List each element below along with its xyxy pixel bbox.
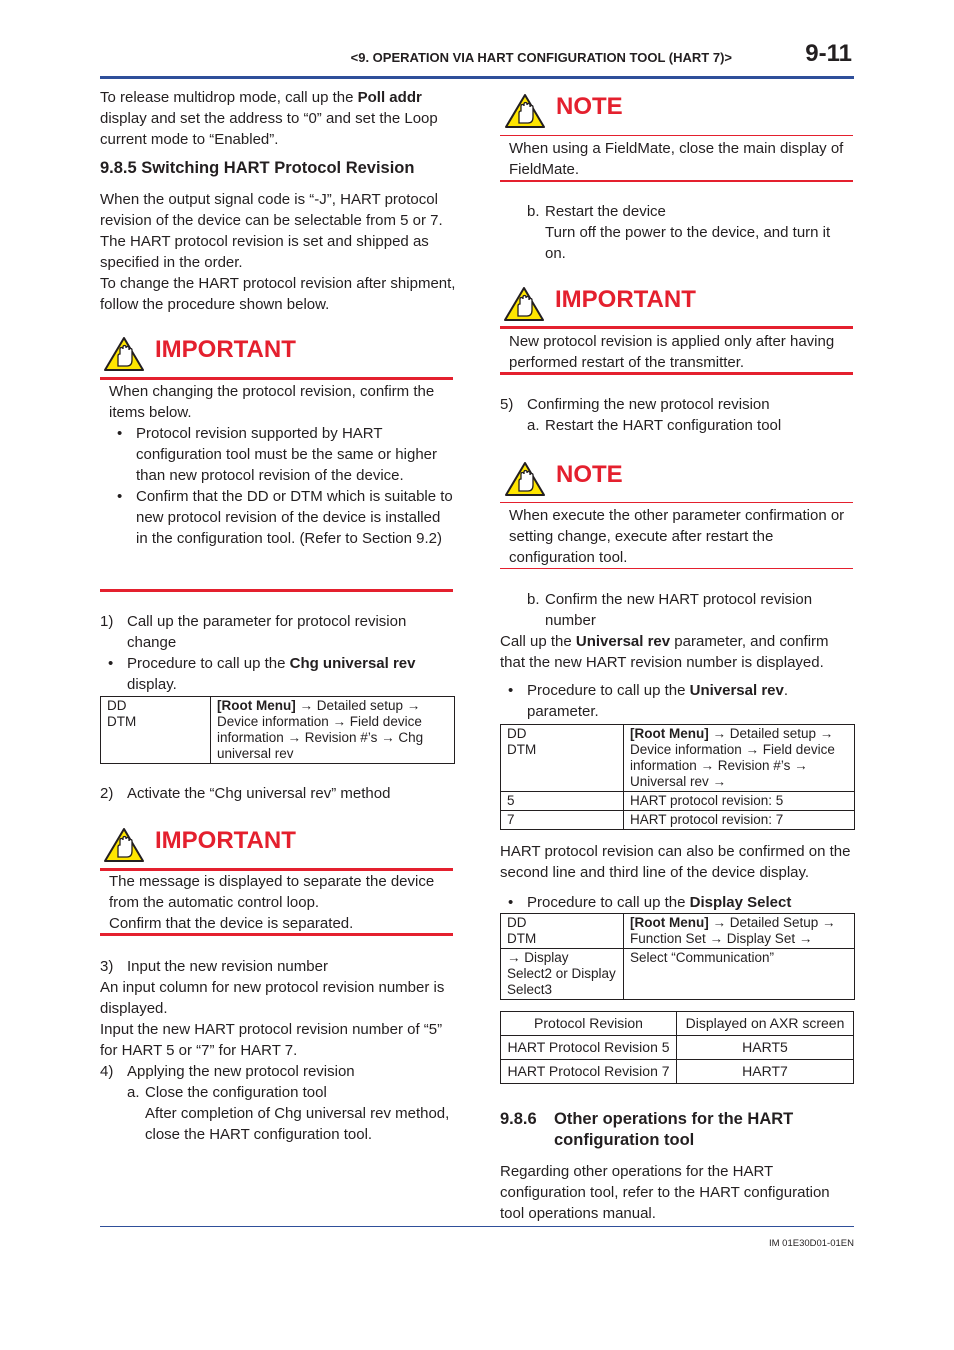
footer-rule: [100, 1226, 854, 1227]
list-item: • Protocol revision supported by HART configuration tool must be the same or higher than new protocol revision of the device.: [109, 423, 453, 486]
note-bottom-rule: [500, 568, 853, 569]
important-label: IMPORTANT: [555, 286, 696, 313]
section-body: When the output signal code is “-J”, HART protocol revision of the device can be selectable from 5 or 7. The HART protocol revision is set and shipped as specified in the order. To change the HART protocol revision after shipment, follow the procedure shown below.: [100, 191, 456, 313]
warning-hand-icon: [504, 461, 546, 497]
section-title-9-8-5: 9.8.5 Switching HART Protocol Revision: [100, 159, 415, 177]
page-number: 9-11: [805, 40, 852, 67]
table-header-row: [501, 1012, 854, 1036]
note-body-1: When using a FieldMate, close the main display of FieldMate.: [509, 140, 844, 178]
important-heading-1: [103, 336, 453, 376]
parameter-path-table-3: [500, 913, 855, 1000]
note-bottom-rule: [500, 180, 853, 182]
table-row: [501, 1036, 854, 1060]
table-row: [501, 811, 855, 830]
table-cell: HART Protocol Revision 7: [501, 1060, 677, 1084]
important-body-2: The message is displayed to separate the device from the automatic control loop. Confirm that the device is separated.: [109, 873, 435, 932]
note-body-2: When execute the other parameter confirmation or setting change, execute after restart the configuration tool.: [509, 507, 845, 566]
step-1: 1) Call up the parameter for protocol revision change • Procedure to call up the Chg universal rev display.: [100, 613, 416, 693]
warning-hand-icon: [503, 286, 545, 322]
table-cell: Select “Communication”: [624, 949, 855, 1000]
table-row: [501, 1060, 854, 1084]
steps-3-4: 3) Input the new revision number An input column for new protocol revision number is displayed. Input the new HART protocol revision number of “5” for HART 5 or “7” for HART 7. 4) Applying the new protocol revision a. Close the configuration tool After completion of Chg universal rev method, close the HART configuration tool.: [100, 958, 450, 1143]
table-cell: HART7: [677, 1060, 854, 1084]
warning-hand-icon: [504, 93, 546, 129]
table-header: Protocol Revision: [501, 1012, 677, 1036]
important-body-3: New protocol revision is applied only after having performed restart of the transmitter.: [509, 333, 835, 371]
table-row: [501, 949, 855, 1000]
table-cell: HART protocol revision: 5: [624, 792, 855, 811]
list-item: • Confirm that the DD or DTM which is suitable to new protocol revision of the device is installed in the configuration tool. (Refer to Section 9.2): [109, 486, 453, 549]
important-bottom-rule: [500, 372, 853, 375]
table-cell: [Root Menu] → Detailed setup → Device information → Field device information → Revision #’s → Chg universal rev: [211, 697, 455, 764]
note-top-rule: [500, 502, 853, 503]
table-cell: HART5: [677, 1036, 854, 1060]
document-id: IM 01E30D01-01EN: [768, 1238, 854, 1249]
important-label: IMPORTANT: [155, 336, 296, 363]
table-cell: 7: [501, 811, 624, 830]
important-label: IMPORTANT: [155, 827, 296, 854]
step-5: 5) Confirming the new protocol revision a. Restart the HART configuration tool: [500, 396, 782, 434]
step-4b: b. Restart the device Turn off the power to the device, and turn it on.: [527, 203, 831, 262]
table-cell: DD DTM: [101, 697, 211, 764]
important-top-rule: [100, 377, 453, 380]
display-confirm-text: HART protocol revision can also be confirmed on the second line and third line of the device display. • Procedure to call up the Display Select: [500, 843, 851, 911]
parameter-path-table-1: [100, 696, 455, 764]
important-heading-2: [103, 827, 453, 867]
warning-hand-icon: [103, 336, 145, 372]
important-top-rule: [500, 326, 853, 329]
intro-paragraph: To release multidrop mode, call up the Poll addr display and set the address to “0” and set the Loop current mode to “Enabled”.: [100, 89, 438, 148]
note-label: NOTE: [556, 93, 623, 120]
table-cell: HART protocol revision: 7: [624, 811, 855, 830]
table-cell: 5: [501, 792, 624, 811]
note-label: NOTE: [556, 461, 623, 488]
table-cell: [Root Menu] → Detailed setup → Device information → Field device information → Revision #’s → Universal rev →: [624, 725, 855, 792]
note-top-rule: [500, 135, 853, 136]
section-title-9-8-6: 9.8.6 Other operations for the HART configuration tool: [500, 1110, 794, 1149]
step-2: 2) Activate the “Chg universal rev” method: [100, 785, 391, 802]
parameter-path-table-2: [500, 724, 855, 830]
table-cell: DD DTM: [501, 725, 624, 792]
chapter-title: <9. OPERATION VIA HART CONFIGURATION TOOL (HART 7)>: [350, 50, 732, 65]
table-cell: DD DTM: [501, 914, 624, 949]
note-heading-1: [504, 93, 854, 133]
important-bottom-rule: [100, 589, 453, 592]
table-cell: HART Protocol Revision 5: [501, 1036, 677, 1060]
revision-display-table: [500, 1011, 854, 1084]
page-header: [100, 40, 854, 79]
section-body-9-8-6: Regarding other operations for the HART configuration tool, refer to the HART configuration tool operations manual.: [500, 1163, 830, 1222]
table-row: [501, 792, 855, 811]
table-header: Displayed on AXR screen: [677, 1012, 854, 1036]
important-heading-3: [503, 286, 853, 326]
note-heading-2: [504, 461, 854, 501]
important-bottom-rule: [100, 933, 453, 936]
table-cell: [Root Menu] → Detailed Setup → Function Set → Display Set →: [624, 914, 855, 949]
warning-hand-icon: [103, 827, 145, 863]
important-body-1: When changing the protocol revision, confirm the items below. • Protocol revision supported by HART configuration tool must be the same or higher than new protocol revision of the device. • Confirm that the DD or DTM which is suitable to new protocol revision of the device is installed in the configuration tool. (Refer to Section 9.2): [109, 381, 453, 549]
step-5b: b. Confirm the new HART protocol revision number Call up the Universal rev parameter, and confirm that the new HART revision number is displayed. • Procedure to call up the Universal rev. parameter.: [500, 591, 829, 720]
table-cell: → Display Select2 or Display Select3: [501, 949, 624, 1000]
